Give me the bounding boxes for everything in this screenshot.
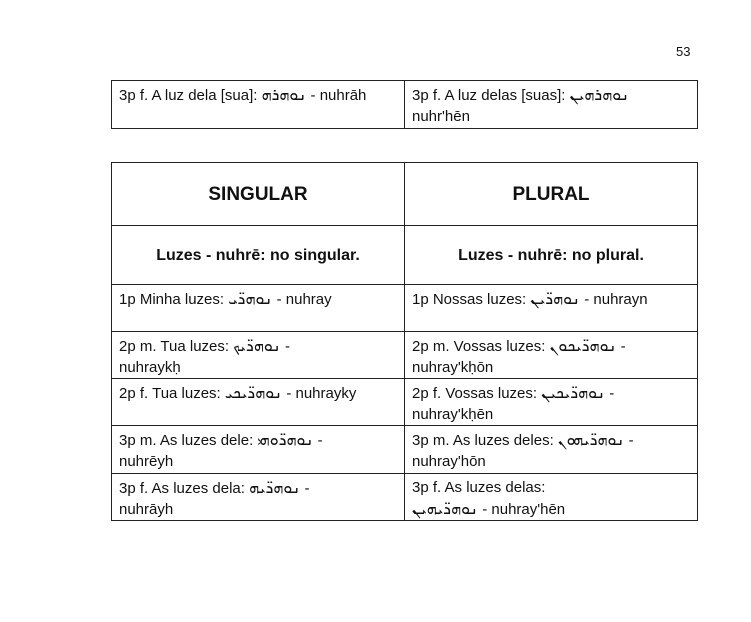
syriac-word: ܢܘܗܖ̈ܘܗܝ [257,430,314,449]
syriac-word: ܢܘܗܖ̈ܝܟ [233,336,281,355]
cell-plural: 2p m. Vossas luzes: ܢܘܗܖ̈ܝܟܘܢ - nuhray'kḥōn [405,332,698,379]
syriac-word: ܢܘܗܖ̈ܝܟܝ [224,383,283,402]
transliteration: nuhray'kḥōn [412,359,494,376]
transliteration: nuhrāyh [119,501,174,518]
transliteration: - nuhrayky [286,385,357,402]
transliteration: nuhraykḥ [119,359,181,376]
cell-plural: 2p f. Vossas luzes: ܢܘܗܖ̈ܝܟܝܢ - nuhray'kḥēn [405,379,698,426]
cell-label: 3p f. A luz delas [suas]: [412,87,566,104]
transliteration: nuhray'kḥēn [412,406,494,423]
syriac-word: ܢܘܗܖ̈ܝܢ [530,289,581,308]
cell-singular [112,285,405,332]
cell-label: 3p f. A luz dela [sua]: [119,87,258,104]
transliteration: nuhr'hēn [412,108,470,125]
cell-label: 2p m. Tua luzes: [119,338,230,355]
syriac-word: ܢܘܗܖ̈ܝܗܘܢ [557,430,625,449]
cell-3p-f-singular [112,81,405,129]
subheader-plural: Luzes - nuhrē: no plural. [405,226,698,285]
header-plural: PLURAL [405,163,698,226]
cell-label: 2p f. Vossas luzes: [412,385,538,402]
table-row [112,474,698,521]
syriac-word: ܢܘܗܖ̈ܝܗܝܢ [412,499,479,518]
cell-label: 3p f. As luzes dela: [119,480,245,497]
cell-3p-f-plural [405,81,698,129]
transliteration: - nuhray [276,291,332,308]
cell-label: 3p f. As luzes delas: [412,479,546,496]
table-row [112,379,698,426]
cell-label: 3p m. As luzes deles: [412,432,554,449]
cell-label: 1p Nossas luzes: [412,291,527,308]
cell-singular [112,379,405,426]
syriac-word: ܢܘܗܖ̈ܝ [228,289,273,308]
cell-label: 1p Minha luzes: [119,291,225,308]
cell-singular: 3p m. As luzes dele: ܢܘܗܖ̈ܘܗܝ - nuhrēyh [112,426,405,474]
header-singular: SINGULAR [112,163,405,226]
top-table [111,80,698,129]
cell-label: 3p m. As luzes dele: [119,432,254,449]
cell-plural [405,474,698,521]
transliteration: nuhray'hōn [412,453,486,470]
syriac-word: ܢܘܗܖ̈ܝܗ [249,478,301,497]
table-row [112,332,698,379]
transliteration: nuhrēyh [119,453,174,470]
syriac-word: ܢܘܗܖ̈ܝܟܘܢ [549,336,617,355]
table-row [112,426,698,474]
syriac-word: ܢܘܗܪܗܝܢ [569,85,630,104]
main-table [111,162,698,521]
header-row [112,163,698,226]
table-row [112,285,698,332]
cell-plural [405,285,698,332]
cell-label: 2p f. Tua luzes: [119,385,221,402]
cell-plural: 3p m. As luzes deles: ܢܘܗܖ̈ܝܗܘܢ - nuhray'hōn [405,426,698,474]
subheader-row [112,226,698,285]
table-row [112,81,698,129]
syriac-word: ܢܘܗܪܗ [261,85,307,104]
syriac-word: ܢܘܗܖ̈ܝܟܝܢ [541,383,606,402]
cell-singular: 2p m. Tua luzes: ܢܘܗܖ̈ܝܟ - nuhraykḥ [112,332,405,379]
transliteration: - nuhrāh [310,87,367,104]
subheader-singular: Luzes - nuhrē: no singular. [112,226,405,285]
page-number: 53 [676,44,691,59]
cell-label: 2p m. Vossas luzes: [412,338,546,355]
transliteration: - nuhrayn [584,291,648,308]
cell-singular: 3p f. As luzes dela: ܢܘܗܖ̈ܝܗ - nuhrāyh [112,474,405,521]
transliteration: - nuhray'hēn [482,501,566,518]
